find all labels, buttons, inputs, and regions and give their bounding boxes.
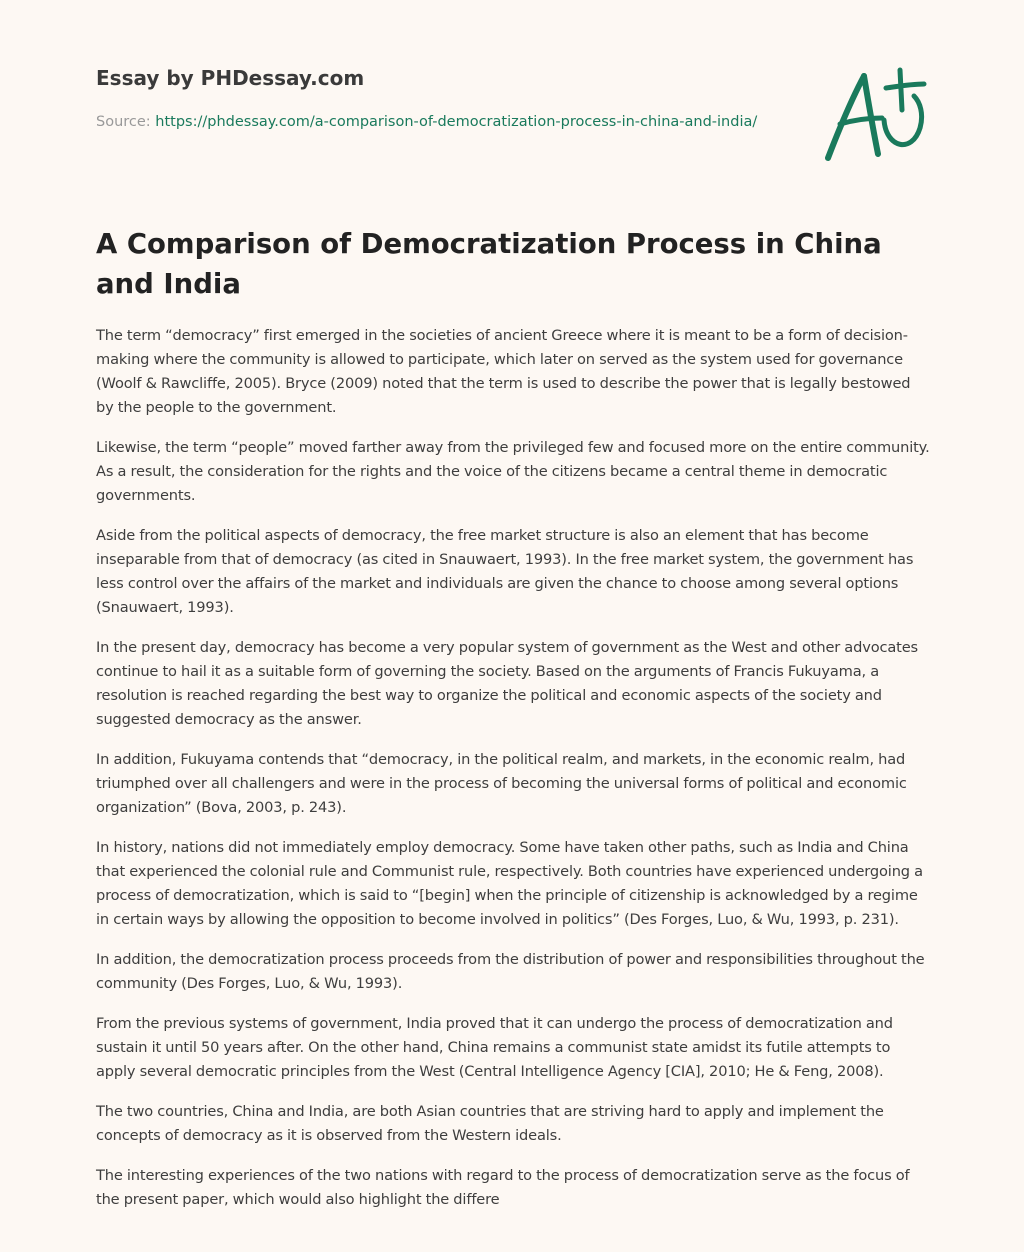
paragraph: The two countries, China and India, are both Asian countries that are striving hard to apply and implement the concepts of democracy as it is observed from the Western ideals.	[96, 1103, 884, 1144]
source-label: Source:	[96, 114, 151, 130]
article-body	[96, 324, 932, 1228]
source-link[interactable]: https://phdessay.com/a-comparison-of-democratization-process-in-china-and-india/	[155, 114, 758, 130]
paragraph: The interesting experiences of the two nations with regard to the process of democratization serve as the focus of the present paper, which would also highlight the differe	[96, 1167, 910, 1208]
source-line	[96, 110, 776, 134]
paragraph: Aside from the political aspects of democracy, the free market structure is also an element that has become inseparable from that of democracy (as cited in Snauwaert, 1993). In the free market system, the government has less control over the affairs of the market and individuals are given the chance to choose among several options (Snauwaert, 1993).	[96, 527, 914, 616]
article-title: A Comparison of Democratization Process in China and India	[96, 228, 882, 300]
paragraph: In addition, the democratization process proceeds from the distribution of power and responsibilities throughout the community (Des Forges, Luo, & Wu, 1993).	[96, 951, 925, 992]
paragraph: In addition, Fukuyama contends that “democracy, in the political realm, and markets, in the economic realm, had triumphed over all challengers and were in the process of becoming the universal forms of political and economic organization” (Bova, 2003, p. 243).	[96, 751, 907, 816]
paragraph: In the present day, democracy has become a very popular system of government as the West and other advocates continue to hail it as a suitable form of governing the society. Based on the arguments of Francis Fukuyama, a resolution is reached regarding the best way to organize the political and economic aspects of the society and suggested democracy as the answer.	[96, 639, 919, 728]
site-title: Essay by PHDessay.com	[96, 66, 365, 90]
paragraph: The term “democracy” first emerged in the societies of ancient Greece where it is meant to be a form of decision-making where the community is allowed to participate, which later on served as the system used for governance (Woolf & Rawcliffe, 2005). Bryce (2009) noted that the term is used to describe the power that is legally bestowed by the people to the government.	[96, 327, 911, 416]
paragraph: Likewise, the term “people” moved farther away from the privileged few and focused more on the entire community. As a result, the consideration for the rights and the voice of the citizens became a central theme in democratic governments.	[96, 439, 930, 504]
paragraph: From the previous systems of government, India proved that it can undergo the process of democratization and sustain it until 50 years after. On the other hand, China remains a communist state amidst its futile attempts to apply several democratic principles from the West (Central Intelligence Agency [CIA], 2010; He & Feng, 2008).	[96, 1015, 893, 1080]
page-header	[96, 64, 776, 134]
a-plus-logo	[816, 62, 932, 166]
paragraph: In history, nations did not immediately employ democracy. Some have taken other paths, such as India and China that experienced the colonial rule and Communist rule, respectively. Both countries have experienced undergoing a process of democratization, which is said to “[begin] when the principle of citizenship is acknowledged by a regime in certain ways by allowing the opposition to become involved in politics” (Des Forges, Luo, & Wu, 1993, p. 231).	[96, 839, 923, 928]
